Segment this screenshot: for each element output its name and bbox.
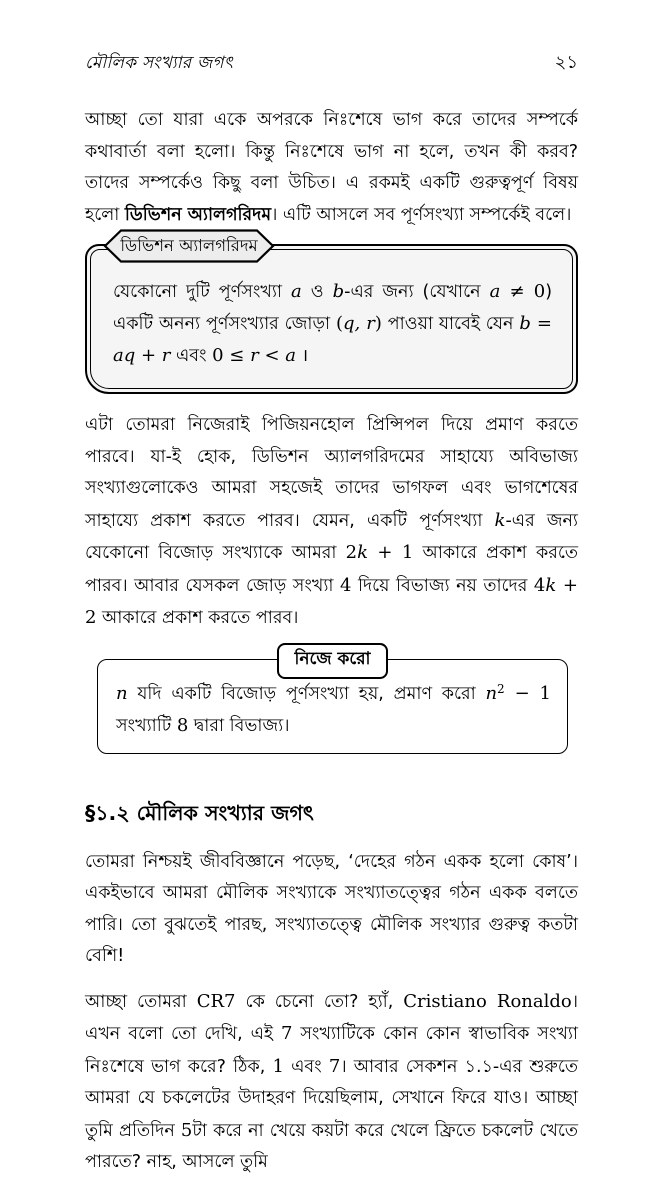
text-segment: 0 ≤ [212,345,251,366]
text-segment: যেকোনো দুটি পূর্ণসংখ্যা [113,282,291,302]
text-segment: । আবার সেকশন ১.১-এর শুরুতে আমরা যে চকলেটের উদাহরণ দিয়েছিলাম, সেখানে ফিরে যাও। আচ্ছা তুমি প্রতিদিন [85,1056,579,1141]
text-segment: দিয়ে বিভাজ্য নয় তাদের [351,575,534,596]
text-segment: ও [301,282,333,302]
text-segment: টা করে না খেয়ে কয়টা করে খেলে ফ্রিতে চকলেট খেতে পারতে? নাহ, আসলে তুমি [85,1120,578,1172]
text-segment: aq [113,345,136,366]
paragraph-division-explanation [85,410,578,635]
text-segment: এবং [283,1056,329,1077]
text-segment: এবং [170,346,213,366]
text-segment: । [295,346,309,366]
text-segment: আচ্ছা তো যারা একে অপরকে নিঃশেষে ভাগ করে তাদের সম্পর্কে কথাবার্তা বলা হলো। কিন্তু নিঃশেষে ভাগ না হলে, তখন কী করব? তাদের সম্পর্কেও কিছু বলা উচিত। এ রকমই একটি গুরুত্বপূর্ণ বিষয় হলো [85,110,578,225]
text-segment: কে চেনো তো? হ্যাঁ, [235,991,404,1012]
text-segment: b [332,281,345,302]
text-segment: 2 [345,542,358,563]
text-segment: দ্বারা বিভাজ্য। [188,716,290,736]
text-segment: । এখন বলো তো দেখি, এই [85,991,579,1044]
text-segment: r [250,345,259,366]
text-segment: k [494,509,506,531]
text-segment: 2 [497,681,505,696]
paragraph-prime-intro [85,847,578,973]
text-segment: 7 [328,1055,341,1077]
text-segment: পাওয়া যাবেই যেন [381,314,520,334]
self-practice-box [97,648,568,754]
text-segment: k [357,542,369,563]
text-segment: a [285,345,296,366]
text-segment: -এর জন্য (যেখানে [344,282,490,302]
text-segment: 1 [272,1055,284,1077]
text-segment: 8 [176,715,189,736]
text-segment: 7 [280,1023,293,1044]
text-segment: এটা তোমরা নিজেরাই পিজিয়নহোল প্রিন্সিপল দিয়ে প্রমাণ করতে পারবে। যা-ই হোক, ডিভিশন অ্যালগরিদমের সাহায্যে অবিভাজ্য সংখ্যাগুলোকেও আমরা সহজেই তাদের ভাগফল এবং ভাগশেষের সাহায্যে প্রকাশ করতে পারব। যেমন, একটি পূর্ণসংখ্যা [85,415,578,531]
text-segment: + 2 [85,574,578,628]
text-segment: = [530,313,552,334]
text-segment: আকারে প্রকাশ করতে পারব। আবার যেসকল জোড় সংখ্যা [85,543,578,596]
page-number: ২১ [554,52,578,73]
text-segment: k [545,574,557,596]
section-heading: §১.২ মৌলিক সংখ্যার জগৎ [85,800,314,825]
text-segment: যদি একটি বিজোড় পূর্ণসংখ্যা হয়, প্রমাণ করো [127,683,486,704]
text-segment: q, r [343,313,375,334]
text-segment: ) [374,313,382,334]
text-segment: আকারে প্রকাশ করতে পারব। [96,608,299,628]
text-segment: − 1 [504,682,551,704]
text-segment: ) একটি অনন্য পূর্ণসংখ্যার জোড়া [113,282,553,334]
text-segment: + [135,345,162,366]
self-practice-box-title: নিজে করো [277,643,389,679]
text-segment: সংখ্যাটি [116,716,177,736]
text-segment: 5 [180,1119,193,1141]
text-segment: -এর জন্য যেকোনো বিজোড় সংখ্যাকে আমরা [85,510,578,563]
text-segment: ( [335,313,343,334]
division-algorithm-box-title: ডিভিশন অ্যালগরিদম [120,235,258,255]
text-segment: a [291,281,302,302]
division-algorithm-box-body [90,249,573,389]
text-segment: r [161,345,171,366]
text-segment: । এটি আসলে সব পূর্ণসংখ্যা সম্পর্কেই বলে। [271,204,572,225]
text-segment: < [258,345,286,366]
division-algorithm-box-content [113,276,552,372]
division-algorithm-box-title-tag [103,229,275,263]
paragraph-cr7 [85,986,578,1179]
text-segment: Cristiano Ronaldo [403,990,572,1012]
page-header [85,48,578,79]
text-segment: + 1 [368,542,414,563]
division-algorithm-box [85,235,578,394]
running-header-title: মৌলিক সংখ্যার জগৎ [85,53,233,73]
text-segment: তোমরা নিশ্চয়ই জীববিজ্ঞানে পড়েছ, ‘দেহের গঠন একক হলো কোষ’। একইভাবে আমরা মৌলিক সংখ্যাকে সংখ্যাতত্ত্বের গঠন একক বলতে পারি। তো বুঝতেই পারছ, সংখ্যাতত্ত্বে মৌলিক সংখ্যার গুরুত্ব কতটা বেশি! [85,851,578,966]
text-segment: n [116,682,128,704]
text-segment: সংখ্যাটিকে কোন কোন স্বাভাবিক সংখ্যা নিঃশেষে ভাগ করে? ঠিক, [85,1024,579,1077]
text-segment: CR7 [196,990,236,1012]
text-segment: a [489,281,501,302]
self-practice-box-content [116,678,551,743]
paragraph-intro [85,105,578,231]
text-segment: ≠ 0 [500,281,546,302]
text-segment: ডিভিশন অ্যালগরিদম [124,204,272,225]
text-segment: আচ্ছা তোমরা [85,991,197,1012]
text-segment: n [485,682,498,704]
text-segment: 4 [340,574,352,596]
text-segment: b [519,313,531,334]
text-segment: 4 [533,574,546,596]
